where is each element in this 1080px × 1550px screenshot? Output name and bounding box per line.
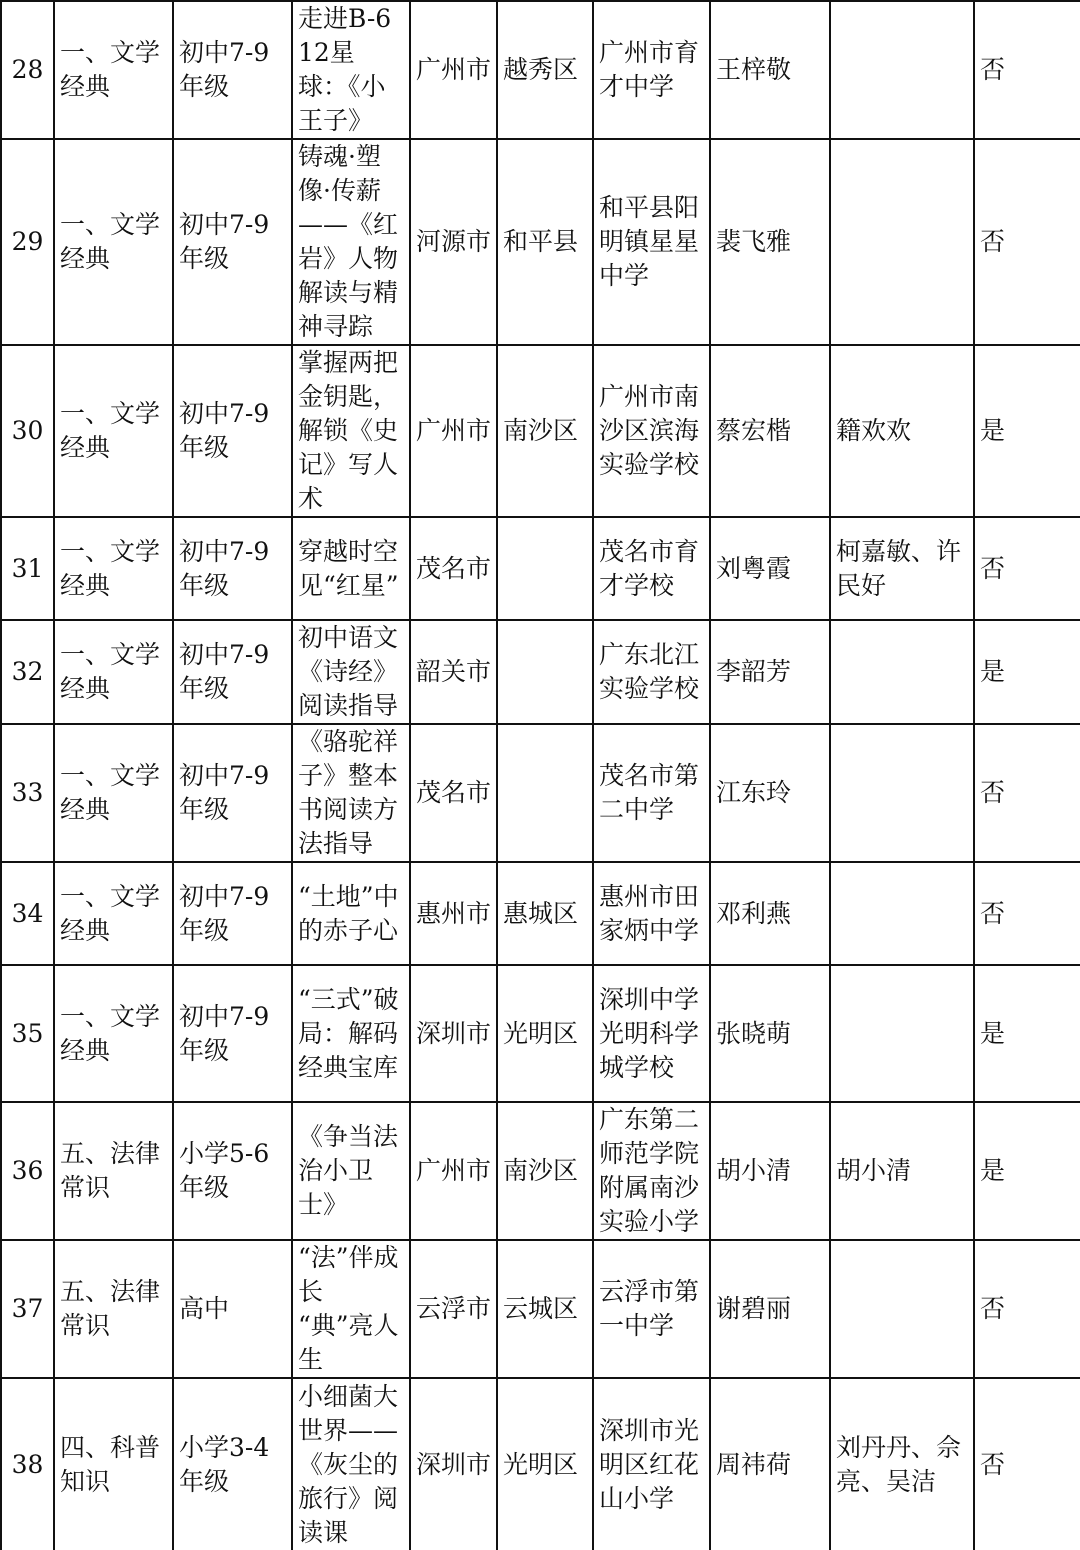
school-cell: 茂名市育才学校 bbox=[593, 517, 710, 620]
grade-cell: 初中7-9年级 bbox=[173, 139, 292, 345]
teacher-cell: 王梓敬 bbox=[710, 1, 830, 139]
city-cell: 云浮市 bbox=[410, 1240, 497, 1378]
flag-cell: 否 bbox=[974, 1, 1080, 139]
flag-cell: 否 bbox=[974, 724, 1080, 862]
category-cell: 一、文学经典 bbox=[54, 345, 173, 517]
category-cell: 四、科普知识 bbox=[54, 1378, 173, 1550]
teacher-cell: 李韶芳 bbox=[710, 620, 830, 724]
teacher-cell: 裴飞雅 bbox=[710, 139, 830, 345]
row-number-cell: 34 bbox=[1, 862, 54, 965]
teacher-cell: 胡小清 bbox=[710, 1102, 830, 1240]
district-cell: 光明区 bbox=[497, 1378, 593, 1550]
grade-cell: 初中7-9年级 bbox=[173, 345, 292, 517]
members-cell bbox=[830, 620, 974, 724]
school-cell: 云浮市第一中学 bbox=[593, 1240, 710, 1378]
members-cell bbox=[830, 1240, 974, 1378]
grade-cell: 初中7-9年级 bbox=[173, 965, 292, 1102]
city-cell: 广州市 bbox=[410, 345, 497, 517]
grade-cell: 初中7-9年级 bbox=[173, 724, 292, 862]
row-number-cell: 36 bbox=[1, 1102, 54, 1240]
grade-cell: 高中 bbox=[173, 1240, 292, 1378]
school-cell: 广东北江实验学校 bbox=[593, 620, 710, 724]
row-number-cell: 29 bbox=[1, 139, 54, 345]
category-cell: 一、文学经典 bbox=[54, 620, 173, 724]
district-cell: 南沙区 bbox=[497, 1102, 593, 1240]
city-cell: 深圳市 bbox=[410, 1378, 497, 1550]
flag-cell: 否 bbox=[974, 139, 1080, 345]
table-body bbox=[1, 1, 1080, 1550]
grade-cell: 初中7-9年级 bbox=[173, 620, 292, 724]
table-row bbox=[1, 1102, 1080, 1240]
district-cell: 云城区 bbox=[497, 1240, 593, 1378]
city-cell: 深圳市 bbox=[410, 965, 497, 1102]
row-number-cell: 30 bbox=[1, 345, 54, 517]
district-cell bbox=[497, 517, 593, 620]
city-cell: 韶关市 bbox=[410, 620, 497, 724]
category-cell: 一、文学经典 bbox=[54, 139, 173, 345]
school-cell: 和平县阳明镇星星中学 bbox=[593, 139, 710, 345]
district-cell: 南沙区 bbox=[497, 345, 593, 517]
district-cell: 越秀区 bbox=[497, 1, 593, 139]
teacher-cell: 江东玲 bbox=[710, 724, 830, 862]
school-cell: 深圳中学光明科学城学校 bbox=[593, 965, 710, 1102]
table-row bbox=[1, 724, 1080, 862]
category-cell: 五、法律常识 bbox=[54, 1240, 173, 1378]
table-row bbox=[1, 620, 1080, 724]
category-cell: 一、文学经典 bbox=[54, 862, 173, 965]
teacher-cell: 周祎荷 bbox=[710, 1378, 830, 1550]
flag-cell: 否 bbox=[974, 517, 1080, 620]
flag-cell: 否 bbox=[974, 1240, 1080, 1378]
table-row bbox=[1, 1, 1080, 139]
title-cell: “土地”中的赤子心 bbox=[292, 862, 410, 965]
district-cell: 和平县 bbox=[497, 139, 593, 345]
school-cell: 广州市育才中学 bbox=[593, 1, 710, 139]
school-cell: 广东第二师范学院附属南沙实验小学 bbox=[593, 1102, 710, 1240]
members-cell bbox=[830, 862, 974, 965]
school-cell: 深圳市光明区红花山小学 bbox=[593, 1378, 710, 1550]
title-cell: 走进B-612星球：《小王子》 bbox=[292, 1, 410, 139]
category-cell: 一、文学经典 bbox=[54, 965, 173, 1102]
grade-cell: 初中7-9年级 bbox=[173, 517, 292, 620]
title-cell: 铸魂·塑像·传薪——《红岩》人物解读与精神寻踪 bbox=[292, 139, 410, 345]
category-cell: 一、文学经典 bbox=[54, 517, 173, 620]
members-cell: 胡小清 bbox=[830, 1102, 974, 1240]
row-number-cell: 37 bbox=[1, 1240, 54, 1378]
title-cell: “法”伴成长 “典”亮人生 bbox=[292, 1240, 410, 1378]
flag-cell: 是 bbox=[974, 965, 1080, 1102]
city-cell: 广州市 bbox=[410, 1, 497, 139]
members-cell bbox=[830, 139, 974, 345]
table-row bbox=[1, 1378, 1080, 1550]
flag-cell: 是 bbox=[974, 1102, 1080, 1240]
category-cell: 一、文学经典 bbox=[54, 1, 173, 139]
members-cell: 籍欢欢 bbox=[830, 345, 974, 517]
flag-cell: 否 bbox=[974, 862, 1080, 965]
teacher-cell: 邓利燕 bbox=[710, 862, 830, 965]
district-cell bbox=[497, 724, 593, 862]
teacher-cell: 刘粤霞 bbox=[710, 517, 830, 620]
category-cell: 五、法律常识 bbox=[54, 1102, 173, 1240]
title-cell: “三式”破局：解码经典宝库 bbox=[292, 965, 410, 1102]
members-cell: 柯嘉敏、许民好 bbox=[830, 517, 974, 620]
row-number-cell: 32 bbox=[1, 620, 54, 724]
row-number-cell: 28 bbox=[1, 1, 54, 139]
category-cell: 一、文学经典 bbox=[54, 724, 173, 862]
city-cell: 河源市 bbox=[410, 139, 497, 345]
city-cell: 茂名市 bbox=[410, 724, 497, 862]
teacher-cell: 蔡宏楷 bbox=[710, 345, 830, 517]
title-cell: 《争当法治小卫士》 bbox=[292, 1102, 410, 1240]
grade-cell: 初中7-9年级 bbox=[173, 862, 292, 965]
teacher-cell: 谢碧丽 bbox=[710, 1240, 830, 1378]
members-cell: 刘丹丹、佘亮、吴洁 bbox=[830, 1378, 974, 1550]
school-cell: 惠州市田家炳中学 bbox=[593, 862, 710, 965]
title-cell: 《骆驼祥子》整本书阅读方法指导 bbox=[292, 724, 410, 862]
table-row bbox=[1, 139, 1080, 345]
city-cell: 惠州市 bbox=[410, 862, 497, 965]
row-number-cell: 38 bbox=[1, 1378, 54, 1550]
members-cell bbox=[830, 965, 974, 1102]
district-cell: 光明区 bbox=[497, 965, 593, 1102]
row-number-cell: 31 bbox=[1, 517, 54, 620]
district-cell: 惠城区 bbox=[497, 862, 593, 965]
title-cell: 小细菌大世界——《灰尘的旅行》阅读课 bbox=[292, 1378, 410, 1550]
row-number-cell: 33 bbox=[1, 724, 54, 862]
flag-cell: 是 bbox=[974, 345, 1080, 517]
city-cell: 茂名市 bbox=[410, 517, 497, 620]
title-cell: 穿越时空见“红星” bbox=[292, 517, 410, 620]
city-cell: 广州市 bbox=[410, 1102, 497, 1240]
row-number-cell: 35 bbox=[1, 965, 54, 1102]
members-cell bbox=[830, 724, 974, 862]
teacher-cell: 张晓萌 bbox=[710, 965, 830, 1102]
table-row bbox=[1, 862, 1080, 965]
title-cell: 掌握两把金钥匙，解锁《史记》写人术 bbox=[292, 345, 410, 517]
table-row bbox=[1, 965, 1080, 1102]
flag-cell: 否 bbox=[974, 1378, 1080, 1550]
flag-cell: 是 bbox=[974, 620, 1080, 724]
table-row bbox=[1, 517, 1080, 620]
members-cell bbox=[830, 1, 974, 139]
school-cell: 广州市南沙区滨海实验学校 bbox=[593, 345, 710, 517]
table-row bbox=[1, 1240, 1080, 1378]
grade-cell: 小学5-6年级 bbox=[173, 1102, 292, 1240]
grade-cell: 小学3-4年级 bbox=[173, 1378, 292, 1550]
school-cell: 茂名市第二中学 bbox=[593, 724, 710, 862]
grade-cell: 初中7-9年级 bbox=[173, 1, 292, 139]
title-cell: 初中语文《诗经》阅读指导 bbox=[292, 620, 410, 724]
table-row bbox=[1, 345, 1080, 517]
district-cell bbox=[497, 620, 593, 724]
